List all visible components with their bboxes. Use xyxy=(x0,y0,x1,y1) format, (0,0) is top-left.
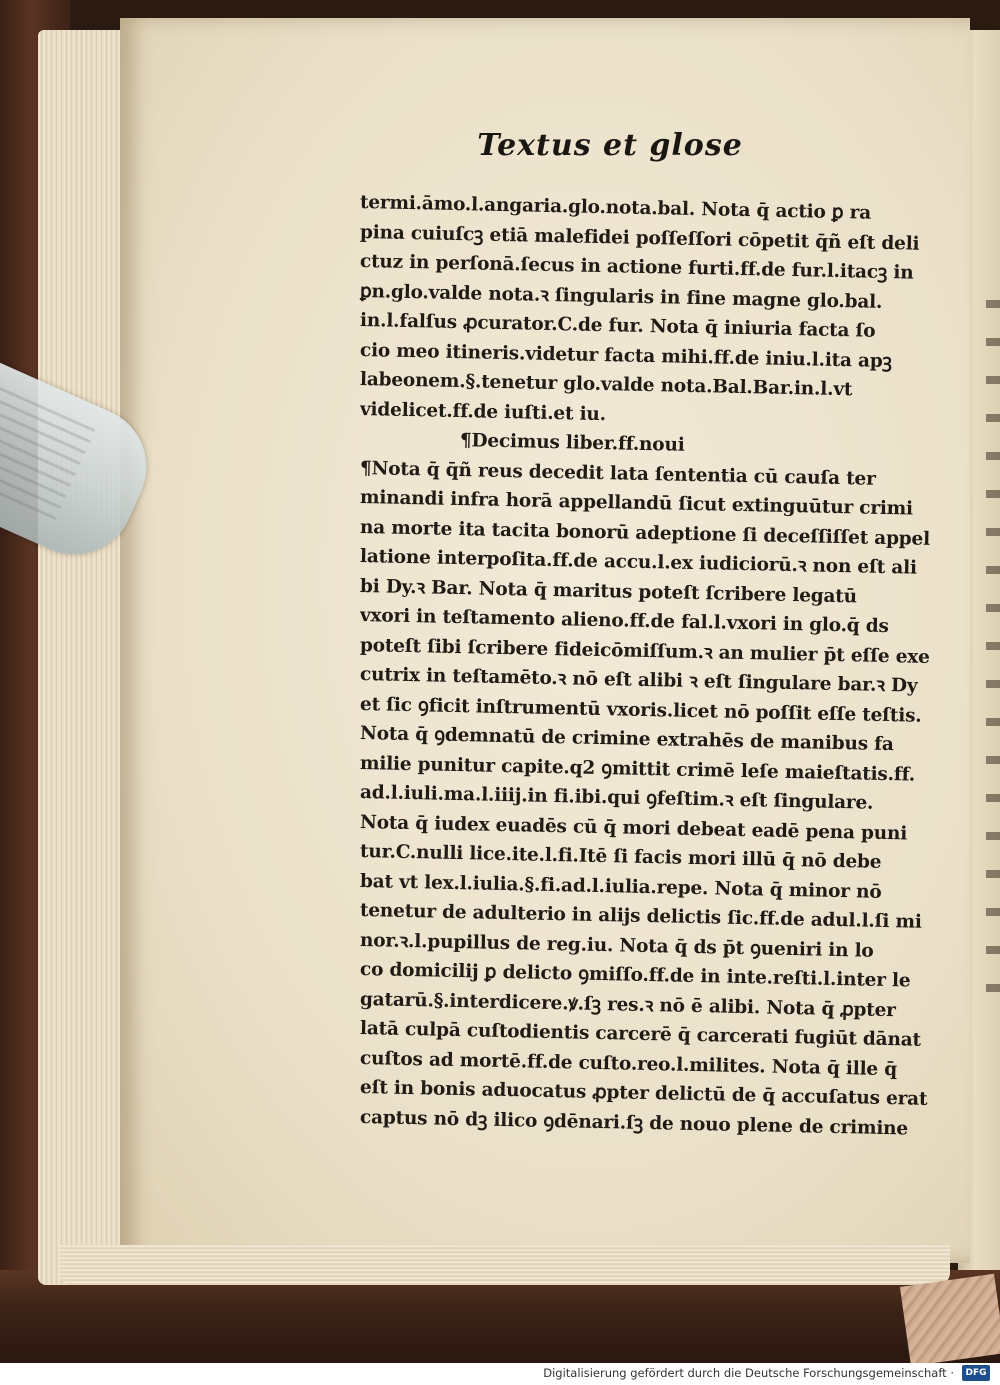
text-line: gatarū.§.interdicere.ꝟ.ſꝫ res.ꝛ nō ē alibi. Nota q̄ ꝓpter xyxy=(359,988,896,1021)
text-line: ctuz in perſonā.ſecus in actione furti.ff.de fur.l.itacꝫ in xyxy=(359,251,914,284)
dfg-logo-text: DFG xyxy=(965,1368,987,1378)
text-line: in.l.falſus ꝓcurator.C.de fur. Nota q̄ iniuria facta ſo xyxy=(359,310,876,342)
text-line: Nota q̄ iudex euadēs cū q̄ mori debeat eadē pena puni xyxy=(359,811,908,844)
text-line: minandi infra horā appellandū ſicut extinguūtur crimi xyxy=(359,487,914,520)
footer-credit: Digitalisierung gefördert durch die Deutsche Forschungsgemeinschaft · xyxy=(543,1366,954,1380)
text-line: ad.l.iuli.ma.l.iiij.in fi.ibi.qui ꝯfeſtim.ꝛ eſt ſingulare. xyxy=(359,782,874,814)
text-line: nor.ꝛ.l.pupillus de reg.iu. Nota q̄ ds p̄t ꝯueniri in lo xyxy=(359,929,874,962)
text-line: pina cuiuſcꝫ etiā malefidei poſſeſſori cōpetit q̄ñ eſt deli xyxy=(359,221,920,255)
text-line: bat vt lex.l.iulia.§.fi.ad.l.iulia.repe. Nota q̄ minor nō xyxy=(359,870,882,903)
facing-page-text-fragments xyxy=(986,300,1000,1020)
text-line: ꝑn.glo.valde nota.ꝛ ſingularis in fine magne glo.bal. xyxy=(359,280,883,313)
text-line: milie punitur capite.q2 ꝯmittit crimē leſe maieſtatis.ff. xyxy=(359,752,916,786)
text-line: tenetur de adulterio in alijs delictis ſic.ff.de adul.l.ſi mi xyxy=(359,900,922,933)
section-heading: ¶Decimus liber.ff.noui xyxy=(459,430,685,456)
text-line: et ſic ꝯficit inſtrumentū vxoris.licet nō poſſit eſſe teſtis. xyxy=(359,693,922,727)
text-line: labeonem.§.tenetur glo.valde nota.Bal.Bar.in.l.vt xyxy=(359,369,853,401)
text-line: cio meo itineris.videtur facta mihi.ff.de iniu.l.ita apꝫ xyxy=(359,339,893,372)
text-line: ¶Nota q̄ q̄ñ reus decedit lata ſententia cū cauſa ter xyxy=(359,457,876,490)
text-line: tur.C.nulli lice.ite.l.fi.Itē ſi facis mori illū q̄ nō debe xyxy=(359,841,882,873)
text-line: poteſt ſibi ſcribere fideicōmiſſum.ꝛ an mulier p̄t eſſe exe xyxy=(359,634,930,668)
text-line: latā culpā cuſtodientis carcerē q̄ carcerati fugiūt dānat xyxy=(359,1018,922,1051)
binding-tab xyxy=(900,1274,1000,1363)
text-line: latione interpoſita.ff.de accu.l.ex iudiciorū.ꝛ non eſt ali xyxy=(359,546,917,579)
text-line: co domicilij ꝑ delicto ꝯmiſſo.ff.de in inte.reſti.l.inter le xyxy=(359,959,911,992)
running-head: Textus et glose xyxy=(477,128,743,163)
text-line: eſt in bonis aduocatus ꝓpter delictū de q̄ accuſatus erat xyxy=(359,1077,928,1110)
text-block xyxy=(359,188,935,1139)
text-line: Nota q̄ ꝯdemnatū de crimine extrahēs de manibus fa xyxy=(359,723,894,756)
text-line: videlicet.ff.de iuſti.et iu. xyxy=(359,398,607,425)
dfg-logo xyxy=(962,1365,990,1381)
text-line: cuſtos ad mortē.ff.de cuſto.reo.l.milites. Nota q̄ ille q̄ xyxy=(359,1047,898,1080)
text-line: na morte ita tacita bonorū adeptione ſi deceſſiſſet appel xyxy=(359,516,931,550)
page-edges-bottom xyxy=(60,1245,950,1285)
text-line: vxori in teſtamento alieno.ff.de fal.l.vxori in glo.q̄ ds xyxy=(359,605,889,638)
text-line: bi Dy.ꝛ Bar. Nota q̄ maritus poteſt ſcribere legatū xyxy=(359,575,858,607)
text-line: cutrix in teſtamēto.ꝛ nō eſt alibi ꝛ eſt ſingulare bar.ꝛ Dy xyxy=(359,664,918,697)
text-line: termi.āmo.l.angaria.glo.nota.bal. Nota q̄ actio ꝑ ra xyxy=(359,192,872,224)
text-line: captus nō dꝫ ilico ꝯdēnari.ſꝫ de nouo plene de crimine xyxy=(359,1106,909,1139)
footer-bar xyxy=(0,1363,1000,1385)
